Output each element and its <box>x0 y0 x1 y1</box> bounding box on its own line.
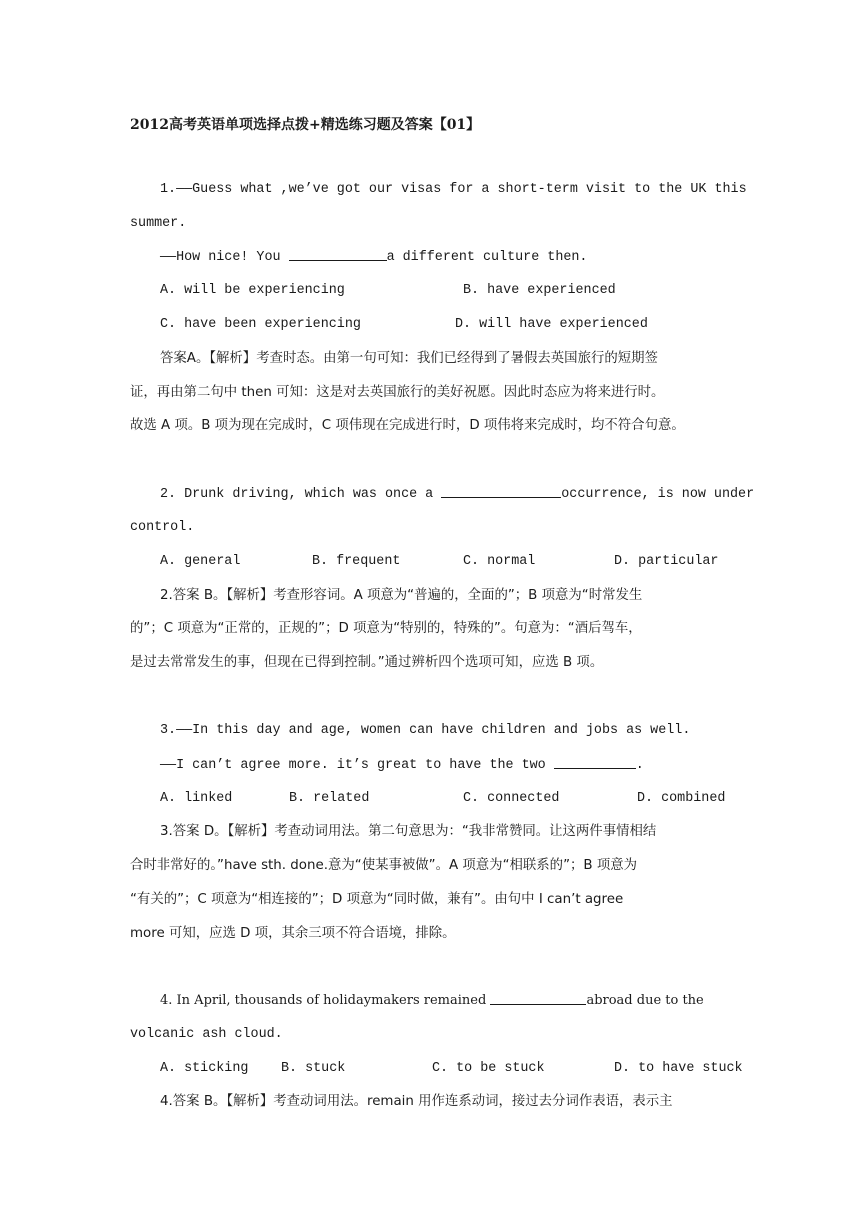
q4-line-2: volcanic ash cloud. <box>130 1027 283 1042</box>
q2-option-d: D. particular <box>614 554 719 569</box>
q4-option-d: D. to have stuck <box>614 1061 743 1076</box>
q4-option-c: C. to be stuck <box>432 1061 545 1076</box>
q2-line-2: control. <box>130 520 195 535</box>
q2-line-1-end: occurrence, is now under <box>561 487 755 502</box>
q2-option-b: B. frequent <box>312 554 401 569</box>
q2-answer-line-2: 的”；C 项意为“正常的，正规的”；D 项意为“特别的，特殊的”。句意为：“酒后驾车， <box>130 621 642 636</box>
q3-line-2 <box>160 756 644 775</box>
q2-option-c: C. normal <box>463 554 536 569</box>
q3-option-d: D. combined <box>637 791 726 806</box>
q1-answer-line-1: 答案A。【解析】考查时态。由第一句可知：我们已经得到了暑假去英国旅行的短期签 <box>160 351 658 366</box>
q1-line-3-start: ——How nice! You <box>160 250 289 265</box>
q4-line-1-start: 4. In April, thousands of holidaymakers remained <box>160 993 491 1008</box>
q3-answer-line-4: more 可知，应选 D 项，其余三项不符合语境，排除。 <box>130 926 456 941</box>
q1-line-1: 1.——Guess what ,we’ve got our visas for a short-term visit to the UK this <box>160 182 747 197</box>
q1-line-3 <box>160 248 587 267</box>
q2-answer-line-3: 是过去常常发生的事，但现在已得到控制。”通过辨析四个选项可知，应选 B 项。 <box>130 655 604 670</box>
q3-line-2-start: ——I can’t agree more. it’s great to have the two <box>160 758 554 773</box>
q3-answer-line-2: 合时非常好的。”have sth. done.意为“使某事被做”。A 项意为“相联系的”；B 项意为 <box>130 858 638 873</box>
q1-line-2: summer. <box>130 216 187 231</box>
q2-line-1 <box>160 485 754 504</box>
q3-option-c: C. connected <box>463 791 560 806</box>
q1-answer-line-3: 故选 A 项。B 项为现在完成时，C 项伟现在完成进行时，D 项伟将来完成时，均不符合句意。 <box>130 418 685 433</box>
q4-line-1 <box>160 992 704 1010</box>
q4-option-a: A. sticking <box>160 1061 249 1076</box>
q1-option-d: D. will have experienced <box>455 317 648 332</box>
q1-answer-line-2: 证，再由第二句中 then 可知：这是对去英国旅行的美好祝愿。因此时态应为将来进行时。 <box>130 385 665 400</box>
q3-line-2-end: . <box>635 758 644 773</box>
q1-option-a: A. will be experiencing <box>160 283 345 298</box>
document-title: 2012高考英语单项选择点拨+精选练习题及答案【01】 <box>130 117 481 133</box>
q1-option-c: C. have been experiencing <box>160 317 361 332</box>
q3-option-a: A. linked <box>160 791 233 806</box>
q1-line-3-end: a different culture then. <box>386 250 588 265</box>
q1-option-b: B. have experienced <box>463 283 616 298</box>
q2-answer-line-1: 2.答案 B。【解析】考查形容词。A 项意为“普遍的，全面的”；B 项意为“时常发生 <box>160 588 643 603</box>
q3-answer-line-3: “有关的”；C 项意为“相连接的”；D 项意为“同时做，兼有”。由句中 I can’t agree <box>130 892 624 907</box>
q3-line-1: 3.——In this day and age, women can have children and jobs as well. <box>160 723 691 738</box>
answer-blank <box>490 992 586 1005</box>
answer-blank <box>289 248 387 261</box>
q3-option-b: B. related <box>289 791 370 806</box>
q2-option-a: A. general <box>160 554 241 569</box>
answer-blank <box>441 485 561 498</box>
q4-line-1-end: abroad due to the <box>586 993 704 1008</box>
q4-option-b: B. stuck <box>281 1061 346 1076</box>
answer-blank <box>554 756 636 769</box>
q2-line-1-start: 2. Drunk driving, which was once a <box>160 487 442 502</box>
q3-answer-line-1: 3.答案 D。【解析】考查动词用法。第二句意思为：“我非常赞同。让这两件事情相结 <box>160 824 657 839</box>
q4-answer-line-1: 4.答案 B。【解析】考查动词用法。remain 用作连系动词，接过去分词作表语，表示主 <box>160 1094 673 1109</box>
